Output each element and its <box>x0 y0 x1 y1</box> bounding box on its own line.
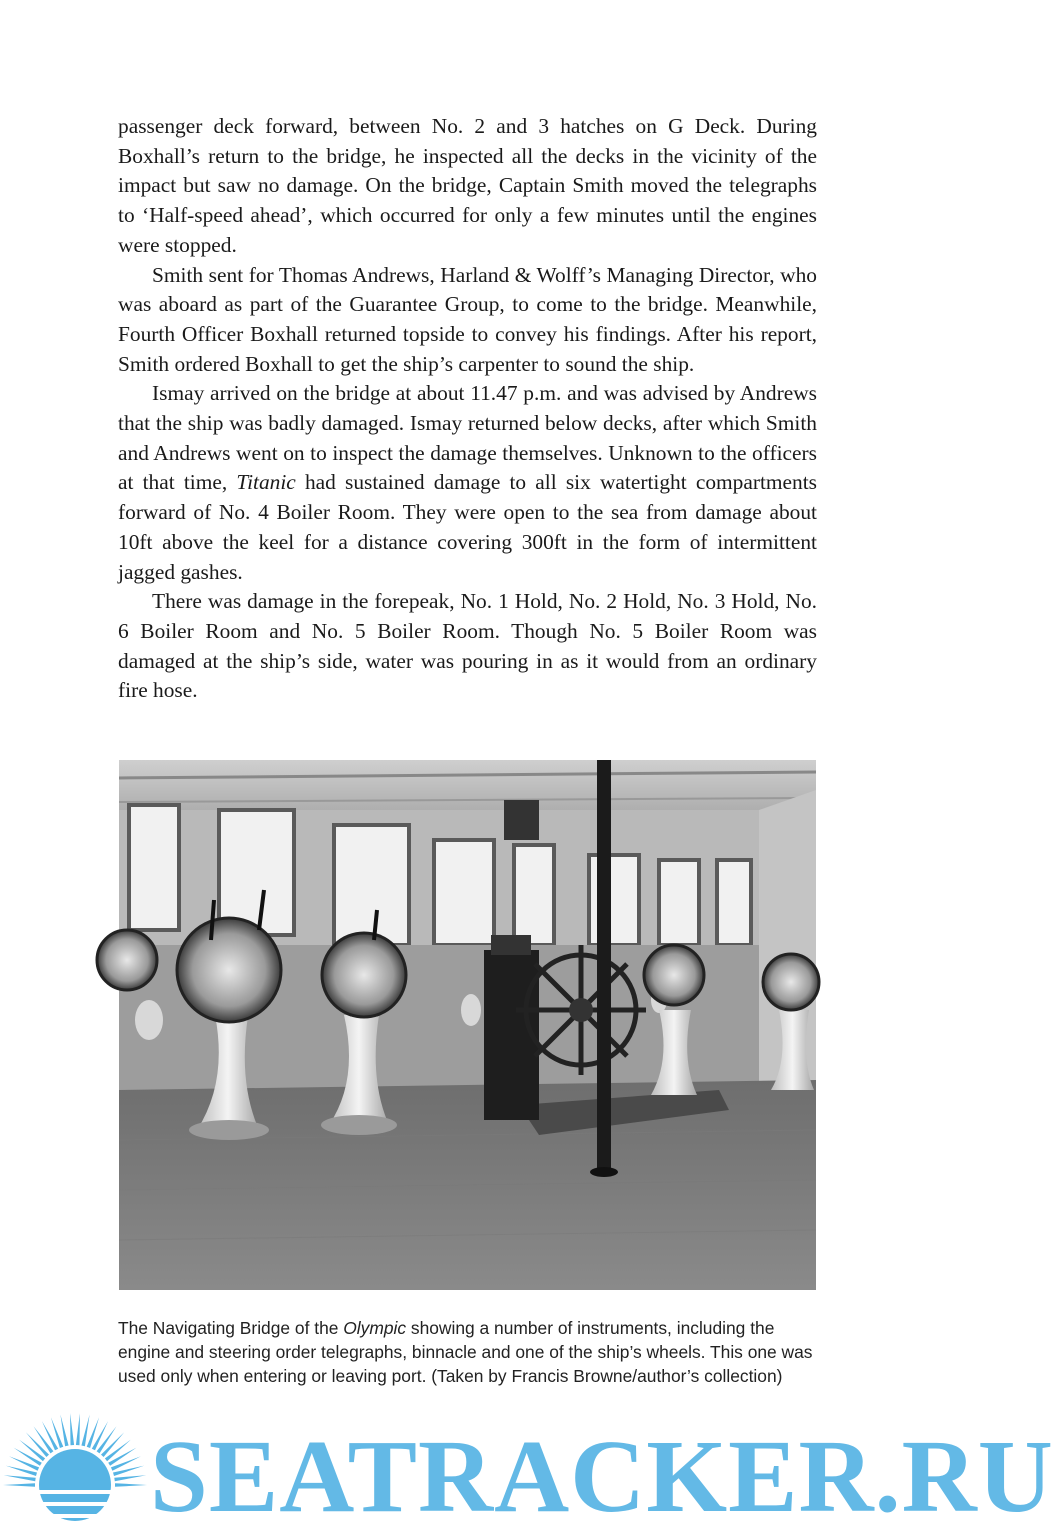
sun-ray <box>108 1448 136 1466</box>
paragraph-text: Ismay arrived on the bridge at about 11.47 p.m. and was advised by Andrews that the ship was badly damaged. Ismay returned below decks, after which Smith and Andrews went on to inspect the damage themselves. Unknown to the officers at that time, <box>118 381 817 495</box>
ship-name-italic: Titanic <box>236 470 296 495</box>
sun-ray <box>115 1483 147 1487</box>
sun-logo-icon <box>0 1400 150 1540</box>
sun-ray <box>42 1421 58 1450</box>
sun-ray <box>60 1415 68 1447</box>
sun-ray <box>111 1456 141 1470</box>
caption-ship-name: Olympic <box>343 1318 407 1338</box>
paragraph-2 <box>118 261 817 380</box>
paragraph-3 <box>118 379 817 587</box>
navigating-bridge-image <box>119 760 816 1290</box>
sun-ray <box>4 1475 36 1481</box>
sun-ray <box>81 1415 89 1447</box>
paragraph-text: Smith sent for Thomas Andrews, Harland & Wolff’s Managing Director, who was aboard as part of the Guarantee Group, to come to the bridge. Meanwhile, Fourth Officer Boxhall returned topside to convey his findings. After his report, Smith ordered Boxhall to get the ship’s carpenter to sound the ship. <box>118 262 817 376</box>
paragraph-1 <box>118 112 817 261</box>
bridge-photo <box>119 760 816 1290</box>
watermark-text: SEATRACKER.RU <box>150 1419 1054 1534</box>
sun-ray <box>92 1421 108 1450</box>
sun-ray <box>70 1413 74 1445</box>
paragraph-text: had sustained damage to all six watertight compartments forward of No. 4 Boiler Room. They were open to the sea from damage about 10ft above the keel for a distance covering 300ft in the form of intermittent jagged gashes. <box>118 470 818 584</box>
paragraph-text: passenger deck forward, between No. 2 and 3 hatches on G Deck. During Boxhall’s return to the bridge, he inspected all the decks in the vicinity of the impact but saw no damage. On the bridge, Captain Smith moved the telegraphs to ‘Half-speed ahead’, which occurred for only a few minutes until the engines were stopped. <box>118 114 817 257</box>
caption-text: The Navigating Bridge of the <box>118 1318 344 1338</box>
paragraph-text: There was damage in the forepeak, No. 1 Hold, No. 2 Hold, No. 3 Hold, No. 6 Boiler Room and No. 5 Boiler Room. Though No. 5 Boiler Room was damaged at the ship’s side, water was pouring in as it would from an ordinary fire hose. <box>118 589 817 703</box>
caption-text: showing a number of instruments, including the engine and steering order telegraphs, binnacle and one of the ship’s wheels. This one was used only when entering or leaving port. (Taken by Francis Browne/author’s collection) <box>118 1318 813 1386</box>
paragraph-4 <box>118 587 817 706</box>
figure-caption <box>118 1316 818 1388</box>
sun-ray <box>14 1448 42 1466</box>
sun-ray <box>3 1483 35 1487</box>
sun-ray <box>76 1413 80 1445</box>
sun-ray <box>114 1475 146 1481</box>
sun-ray <box>9 1456 39 1470</box>
body-text <box>118 112 817 706</box>
